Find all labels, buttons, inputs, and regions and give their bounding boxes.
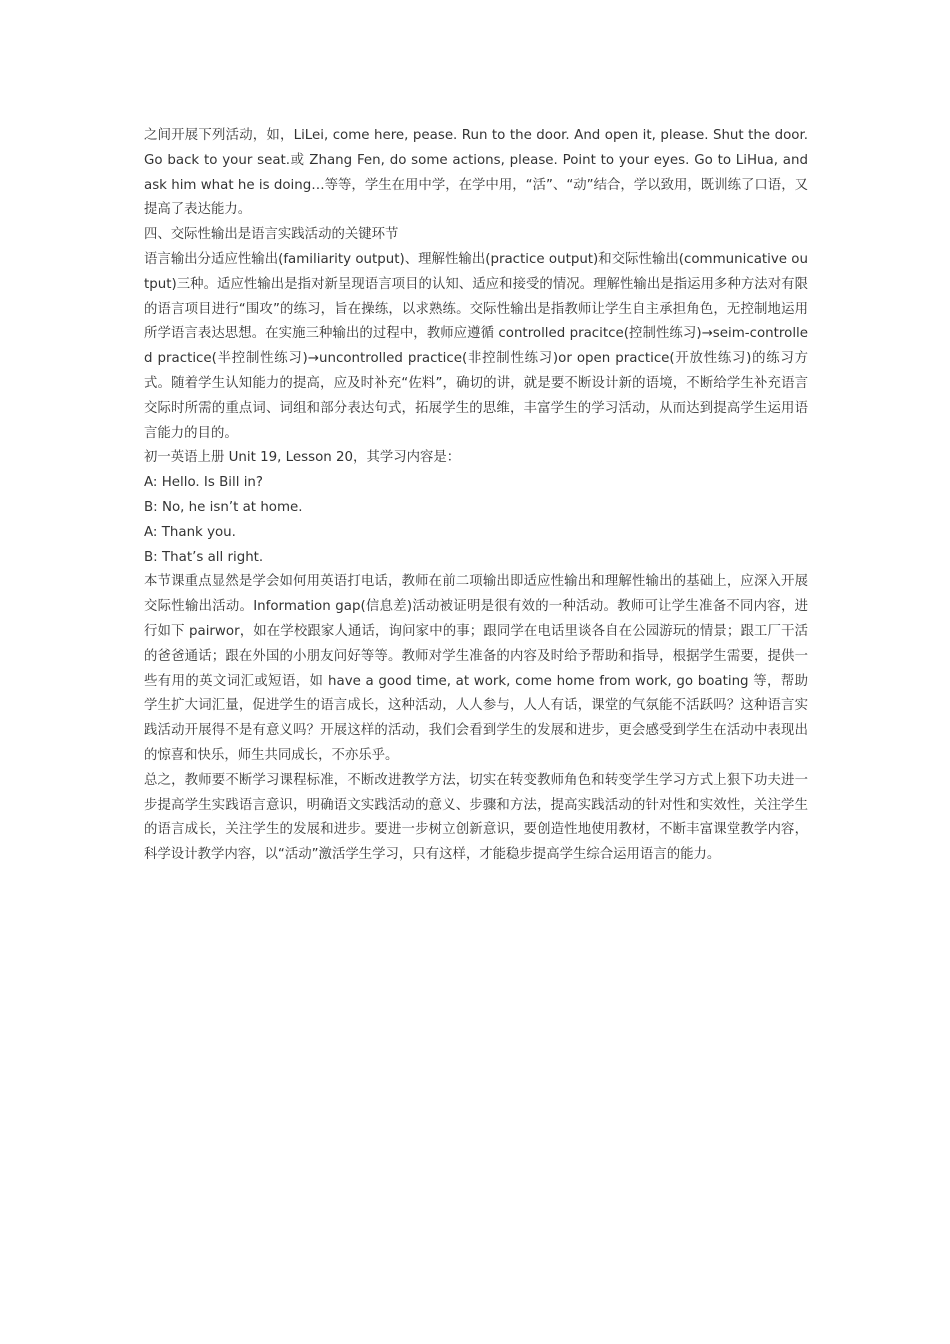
output-types-paragraph: 语言输出分适应性输出(familiarity output)、理解性输出(practice output)和交际性输出(communicative output)三种。适应性输出是指对新呈现语言项目的认知、适应和接受的情况。理解性输出是指运用多种方法对有限的语言项目进行“围攻”的练习，旨在操练，以求熟练。交际性输出是指教师让学生自主承担角色，无控制地运用所学语言表达思想。在实施三种输出的过程中，教师应遵循 controlled pracitce(控制性练习)→seim-controlled practice(半控制性练习)→uncontrolled practice(非控制性练习)or open practice(开放性练习)的练习方式。随着学生认知能力的提高，应及时补充“佐料”，确切的讲，就是要不断设计新的语境，不断给学生补充语言交际时所需的重点词、词组和部分表达句式，拓展学生的思维，丰富学生的学习活动，从而达到提高学生运用语言能力的目的。	[144, 251, 808, 441]
activity-paragraph: 之间开展下列活动，如，LiLei, come here, pease. Run to the door. And open it, please. Shut the door. Go back to your seat.或 Zhang Fen, do some actions, please. Point to your eyes. Go to LiHua, and ask him what he is doing…等等，学生在用中学，在学中用，“活”、“动”结合，学以致用，既训练了口语，又提高了表达能力。	[144, 128, 808, 218]
dialogue-line: A: Thank you.	[144, 524, 236, 540]
dialogue-line: A: Hello. Is Bill in?	[144, 475, 264, 491]
section-heading: 四、交际性输出是语言实践活动的关键环节	[144, 227, 399, 243]
dialogue-line: B: That’s all right.	[144, 549, 264, 565]
document-page	[144, 124, 808, 868]
information-gap-paragraph: 本节课重点显然是学会如何用英语打电话，教师在前二项输出即适应性输出和理解性输出的基础上，应深入开展交际性输出活动。Information gap(信息差)活动被证明是很有效的一种活动。教师可让学生准备不同内容，进行如下 pairwor，如在学校跟家人通话，询问家中的事；跟同学在电话里谈各自在公园游玩的情景；跟工厂干活的爸爸通话；跟在外国的小朋友问好等等。教师对学生准备的内容及时给予帮助和指导，根据学生需要，提供一些有用的英文词汇或短语，如 have a good time, at work, come home from work, go boating 等，帮助学生扩大词汇量，促进学生的语言成长，这种活动，人人参与，人人有话，课堂的气氛能不活跃吗？这种语言实践活动开展得不是有意义吗？开展这样的活动，我们会看到学生的发展和进步，更会感受到学生在活动中表现出的惊喜和快乐，师生共同成长，不亦乐乎。	[144, 574, 808, 763]
conclusion-paragraph: 总之，教师要不断学习课程标准，不断改进教学方法，切实在转变教师角色和转变学生学习方式上狠下功夫进一步提高学生实践语言意识，明确语文实践活动的意义、步骤和方法，提高实践活动的针对性和实效性，关注学生的语言成长，关注学生的发展和进步。要进一步树立创新意识，要创造性地使用教材，不断丰富课堂教学内容，科学设计教学内容，以“活动”激活学生学习，只有这样，才能稳步提高学生综合运用语言的能力。	[144, 772, 808, 863]
lesson-intro-paragraph: 初一英语上册 Unit 19, Lesson 20，其学习内容是：	[144, 450, 461, 466]
dialogue-line: B: No, he isn’t at home.	[144, 499, 303, 515]
